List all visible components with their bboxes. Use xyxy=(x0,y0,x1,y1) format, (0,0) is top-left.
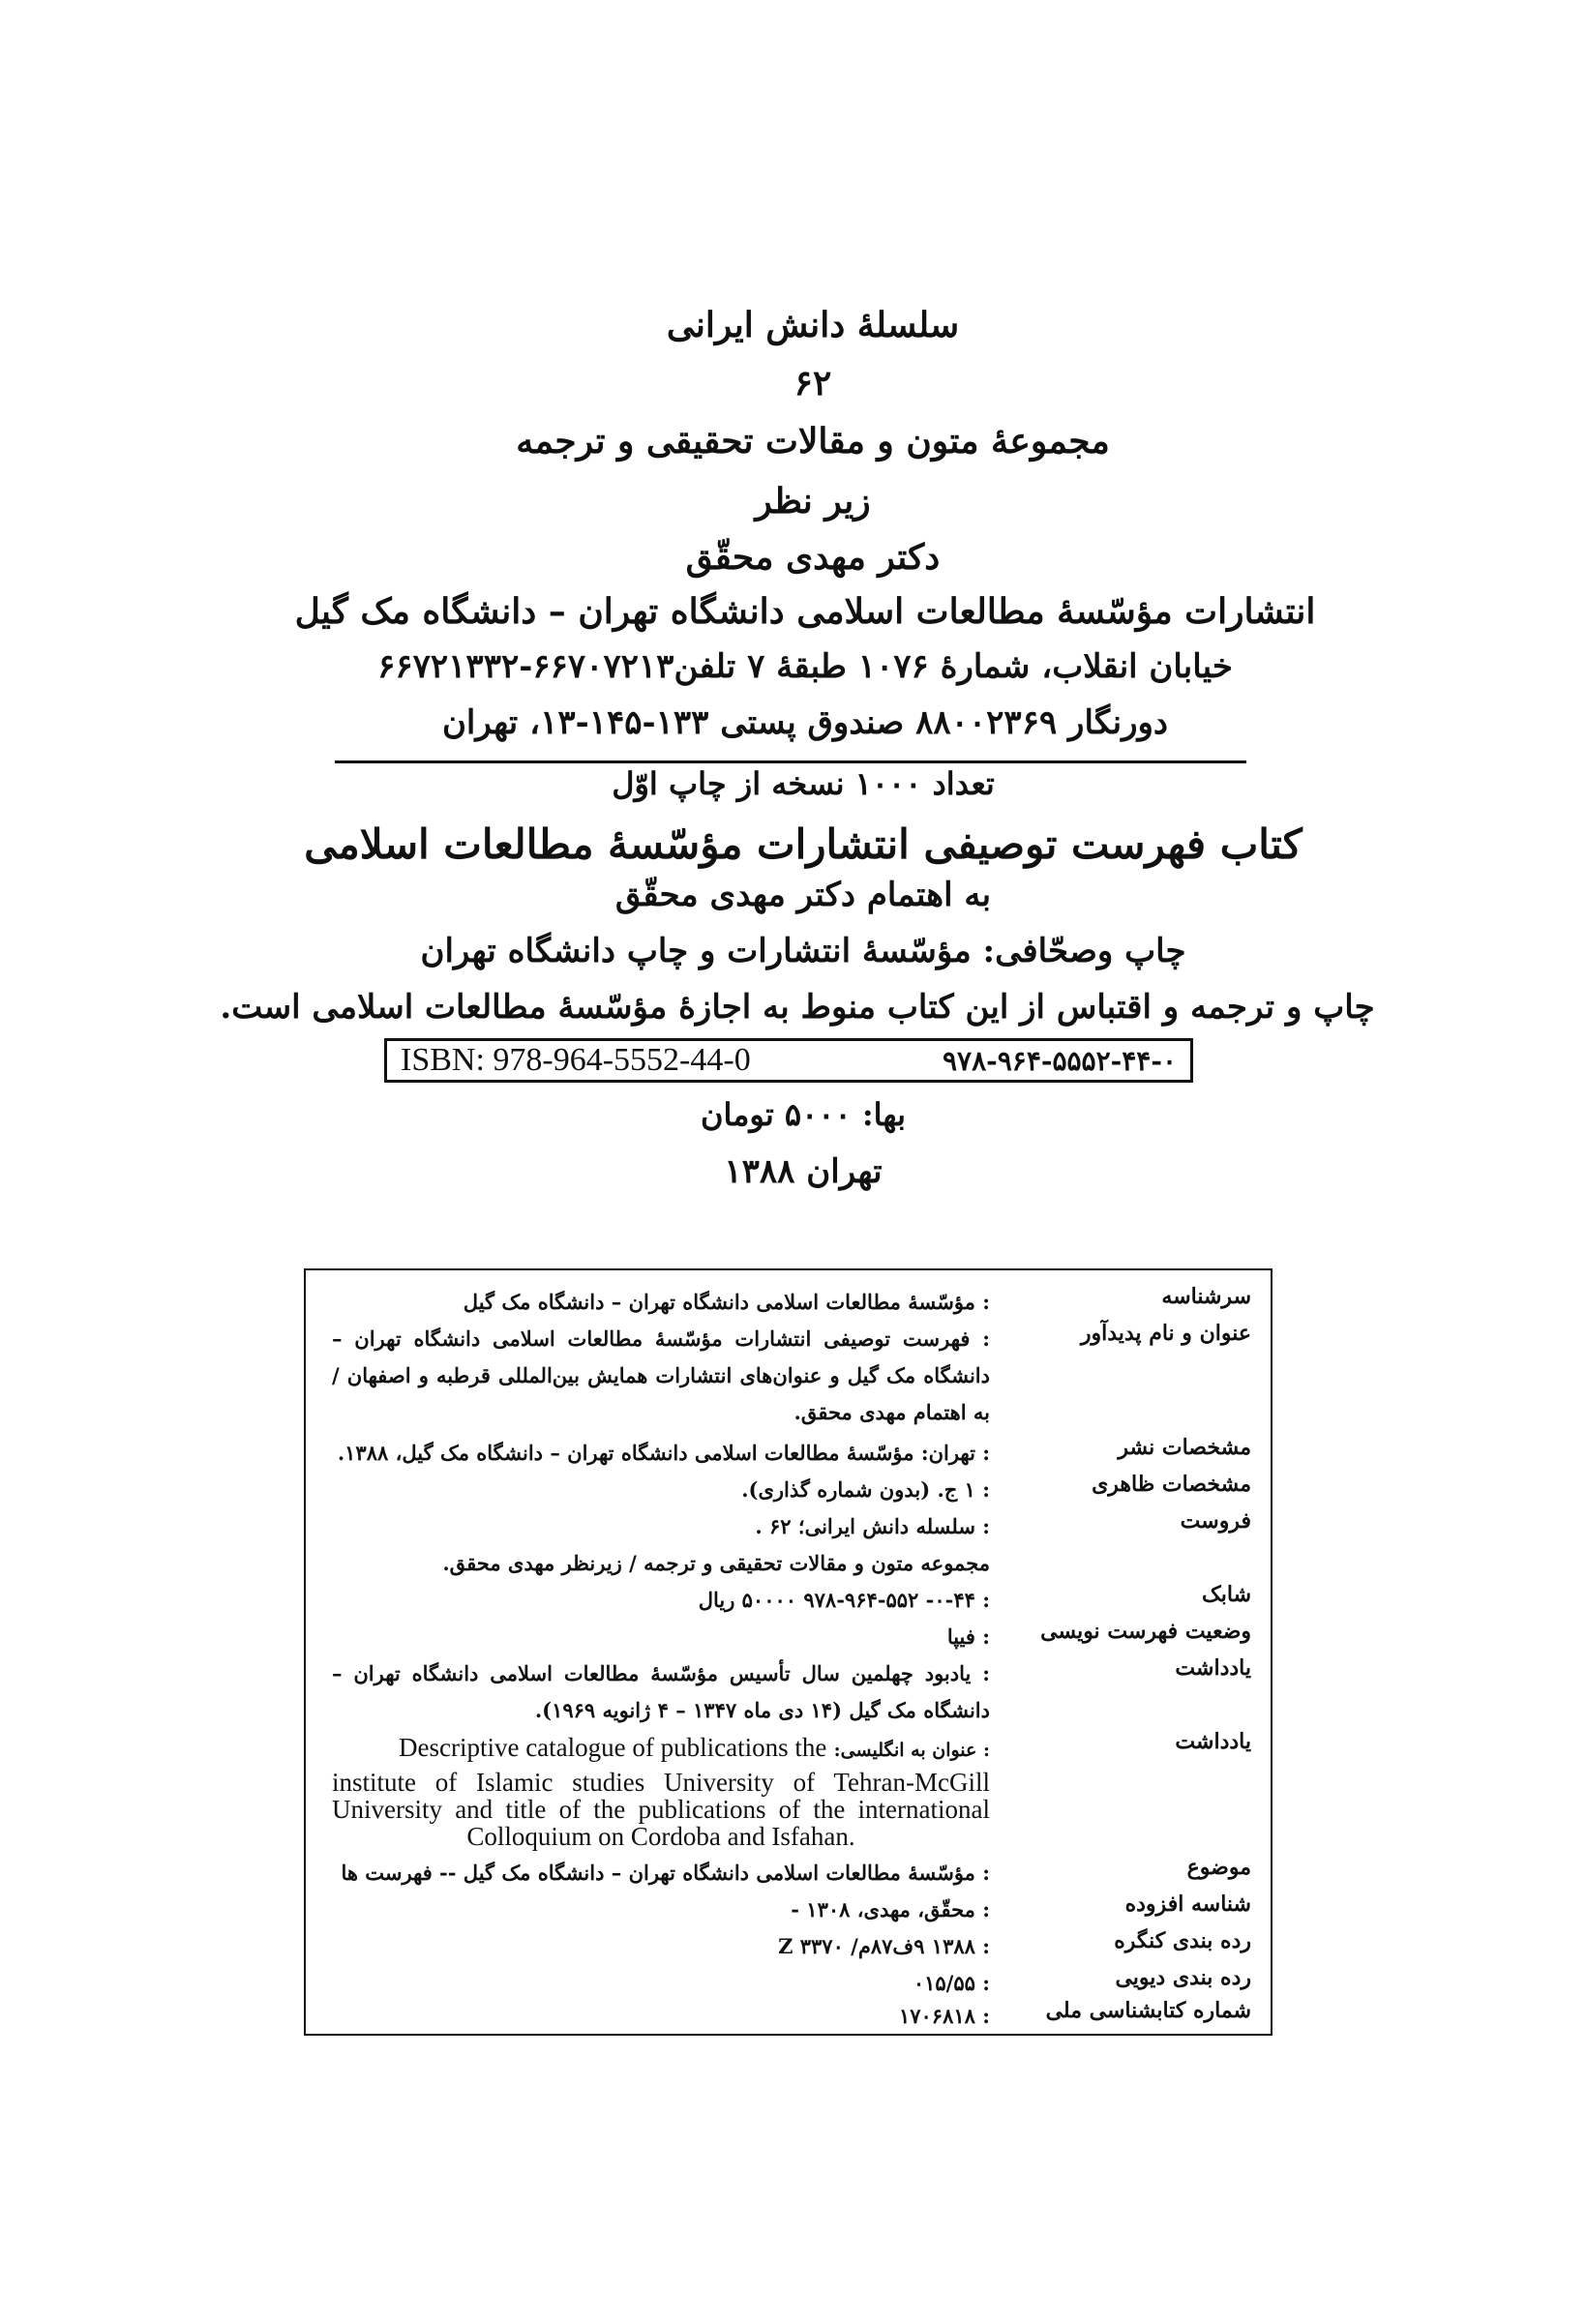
divider-rule xyxy=(335,760,1246,763)
price: بها: ۵۰۰۰ تومان xyxy=(700,1096,907,1133)
catalog-label: وضعیت فهرست نویسی xyxy=(1040,1619,1251,1644)
catalog-value-line: : سلسله دانش ایرانی؛ ۶۲ . xyxy=(755,1514,990,1538)
catalog-value: : ۱۳۸۸ ۹ف۸۷م/ Z ۳۳۷۰ xyxy=(778,1934,990,1958)
catalog-label: مشخصات نشر xyxy=(1118,1435,1251,1460)
catalog-label: سرشناسه xyxy=(1161,1284,1251,1309)
catalog-value: : یادبود چهلمین سال تأسیس مؤسّسهٔ مطالعات اسلامی دانشگاه تهران – دانشگاه مک گیل (۱۴ دی ماه ۱۳۴۷ – ۴ ژانویه ۱۹۶۹). xyxy=(332,1661,990,1722)
english-title-prefix: : عنوان به انگلیسی: xyxy=(833,1740,990,1761)
collection-title: مجموعهٔ متون و مقالات تحقیقی و ترجمه xyxy=(516,421,1110,462)
catalog-label: رده بندی دیویی xyxy=(1115,1965,1251,1990)
series-number: ۶۲ xyxy=(794,363,832,403)
book-title: کتاب فهرست توصیفی انتشارات مؤسّسهٔ مطالعات اسلامی xyxy=(304,820,1303,868)
catalog-value: : مؤسّسهٔ مطالعات اسلامی دانشگاه تهران – دانشگاه مک گیل -- فهرست ها xyxy=(341,1861,990,1885)
catalog-value: : مؤسّسهٔ مطالعات اسلامی دانشگاه تهران – دانشگاه مک گیل xyxy=(463,1290,990,1314)
publisher-address: خیابان انقلاب، شمارهٔ ۱۰۷۶ طبقهٔ ۷ تلفن۶۶۷۰۷۲۱۳-۶۶۷۲۱۳۳۲ xyxy=(377,647,1233,686)
english-title-rest: institute of Islamic studies University of Tehran-McGill University and title of the publications of the international Colloquium on Cordoba and Isfahan. xyxy=(332,1768,990,1851)
catalog-value: : ۱۷۰۶۸۱۸ xyxy=(898,2004,990,2028)
catalog-value: : ۰۱۵/۵۵ xyxy=(913,1971,990,1995)
catalog-label: رده بندی کنگره xyxy=(1114,1928,1251,1953)
catalog-label: فروست xyxy=(1180,1508,1251,1534)
isbn-latin: ISBN: 978-964-5552-44-0 xyxy=(401,1042,751,1078)
publisher-name: انتشارات مؤسّسهٔ مطالعات اسلامی دانشگاه تهران – دانشگاه مک گیل xyxy=(294,591,1316,632)
catalog-label: یادداشت xyxy=(1175,1729,1251,1754)
publisher-fax-po-box: دورنگار ۸۸۰۰۲۳۶۹ صندوق پستی ۱۳۳-۱۴۵-۱۳، تهران xyxy=(441,703,1169,742)
compiler: به اهتمام دکتر مهدی محقّق xyxy=(614,876,992,914)
catalog-value xyxy=(332,1729,990,1850)
english-title-first: Descriptive catalogue of publications the xyxy=(398,1733,827,1762)
isbn-persian: ۹۷۸-۹۶۴-۵۵۵۲-۴۴-۰ xyxy=(943,1044,1177,1077)
catalog-label: شابک xyxy=(1202,1582,1251,1607)
cataloging-in-publication-box xyxy=(304,1268,1273,2036)
print-run: تعداد ۱۰۰۰ نسخه از چاپ اوّل xyxy=(612,765,995,802)
catalog-label: شناسه افزوده xyxy=(1124,1892,1251,1917)
catalog-value xyxy=(332,1508,990,1582)
catalog-value: : محقّق، مهدی، ۱۳۰۸ - xyxy=(791,1897,990,1922)
series-title: سلسلهٔ دانش ایرانی xyxy=(666,305,960,345)
catalog-value-line: مجموعه متون و مقالات تحقیقی و ترجمه / زیرنظر مهدی محقق. xyxy=(442,1551,990,1575)
supervisor-name: دکتر مهدی محقّق xyxy=(685,537,941,578)
catalog-value-line xyxy=(332,1729,990,1769)
catalog-label: شماره کتابشناسی ملی xyxy=(1045,1998,1251,2023)
catalog-value: : تهران: مؤسّسهٔ مطالعات اسلامی دانشگاه تهران – دانشگاه مک گیل، ۱۳۸۸. xyxy=(337,1441,990,1465)
copyright-notice: چاپ و ترجمه و اقتباس از این کتاب منوط به اجازهٔ مؤسّسهٔ مطالعات اسلامی است. xyxy=(220,988,1375,1027)
catalog-label: یادداشت xyxy=(1175,1655,1251,1681)
catalog-value: : ۱ ج. (بدون شماره گذاری). xyxy=(741,1477,990,1502)
supervision-label: زیر نظر xyxy=(755,481,871,521)
catalog-value: : فهرست توصیفی انتشارات مؤسّسهٔ مطالعات اسلامی دانشگاه تهران – دانشگاه مک گیل و عنوان‌های انتشارات همایش بین‌المللی قرطبه و اصفهان / به اهتمام مهدی محقق. xyxy=(332,1326,990,1424)
catalog-value: : فیپا xyxy=(946,1624,990,1649)
printing-binding: چاپ وصحّافی: مؤسّسهٔ انتشارات و چاپ دانشگاه تهران xyxy=(420,932,1186,970)
place-year: تهران ۱۳۸۸ xyxy=(724,1152,883,1191)
catalog-label: عنوان و نام پدیدآور xyxy=(1080,1321,1251,1346)
catalog-label: موضوع xyxy=(1186,1855,1251,1880)
isbn-box xyxy=(384,1038,1193,1083)
catalog-value: : ۰-۴۴- ۹۷۸-۹۶۴-۵۵۲ ۵۰۰۰۰ ریال xyxy=(698,1588,990,1612)
catalog-label: مشخصات ظاهری xyxy=(1092,1472,1251,1497)
